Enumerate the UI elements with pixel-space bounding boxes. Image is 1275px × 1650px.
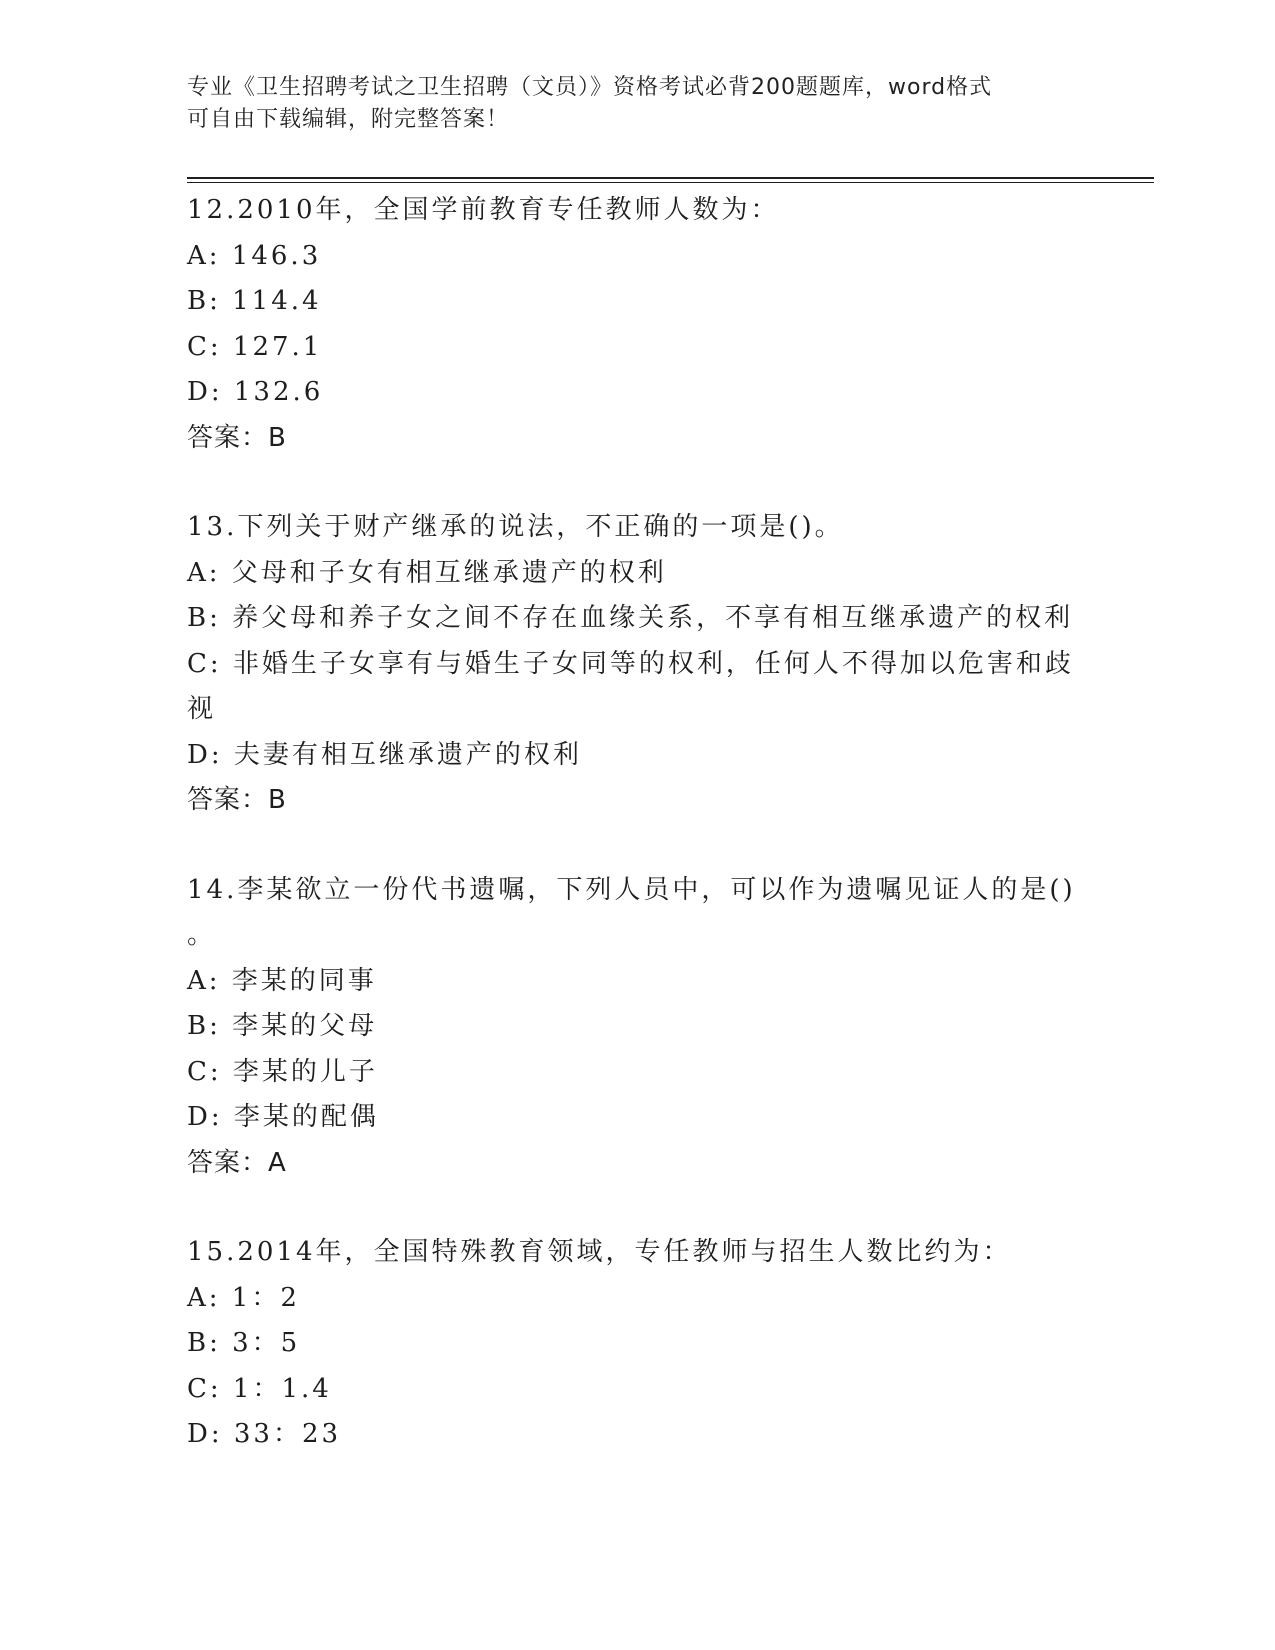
- option-d: D: 132.6: [187, 377, 324, 407]
- question-13: [187, 505, 1087, 824]
- header-line-2: 可自由下载编辑，附完整答案！: [187, 107, 510, 132]
- question-stem: 15.2014年，全国特殊教育领域，专任教师与招生人数比约为：: [187, 1237, 1012, 1267]
- option-c-continued: 视: [187, 694, 217, 724]
- option-a: A: 146.3: [187, 240, 322, 271]
- document-header: [187, 72, 1067, 136]
- option-b: B: 李某的父母: [187, 1011, 378, 1041]
- question-stem-continued: 。: [187, 920, 217, 950]
- option-b: B: 3：5: [187, 1328, 301, 1358]
- header-rule-thick: [187, 177, 1154, 179]
- answer-line: 答案：B: [187, 785, 287, 815]
- option-c: C: 1：1.4: [187, 1373, 332, 1404]
- option-a: A: 1：2: [187, 1282, 300, 1313]
- header-rule-thin: [187, 182, 1154, 183]
- question-14: [187, 868, 1087, 1187]
- option-b: B: 114.4: [187, 286, 322, 316]
- option-d: D: 33：23: [187, 1419, 342, 1449]
- question-spacer: [187, 1186, 1087, 1230]
- option-c: C: 127.1: [187, 331, 323, 362]
- option-a: A: 李某的同事: [187, 965, 377, 996]
- option-b: B: 养父母和养子女之间不存在血缘关系，不享有相互继承遗产的权利: [187, 603, 1074, 633]
- option-c: C: 李某的儿子: [187, 1056, 378, 1087]
- question-stem: 13.下列关于财产继承的说法，不正确的一项是()。: [187, 512, 844, 542]
- question-12: [187, 188, 1087, 461]
- option-d: D: 李某的配偶: [187, 1102, 379, 1132]
- header-line-1: 专业《卫生招聘考试之卫生招聘（文员）》资格考试必背200题题库，word格式: [187, 75, 993, 100]
- option-a: A: 父母和子女有相互继承遗产的权利: [187, 557, 667, 588]
- answer-line: 答案：A: [187, 1147, 287, 1178]
- answer-line: 答案：B: [187, 422, 287, 453]
- question-15: [187, 1230, 1087, 1458]
- question-list: [187, 188, 1087, 1458]
- question-stem: 12.2010年，全国学前教育专任教师人数为：: [187, 195, 780, 225]
- question-spacer: [187, 824, 1087, 868]
- option-c: C: 非婚生子女享有与婚生子女同等的权利，任何人不得加以危害和歧: [187, 648, 1074, 679]
- option-d: D: 夫妻有相互继承遗产的权利: [187, 739, 582, 770]
- question-spacer: [187, 461, 1087, 505]
- question-stem: 14.李某欲立一份代书遗嘱，下列人员中，可以作为遗嘱见证人的是(): [187, 874, 1076, 905]
